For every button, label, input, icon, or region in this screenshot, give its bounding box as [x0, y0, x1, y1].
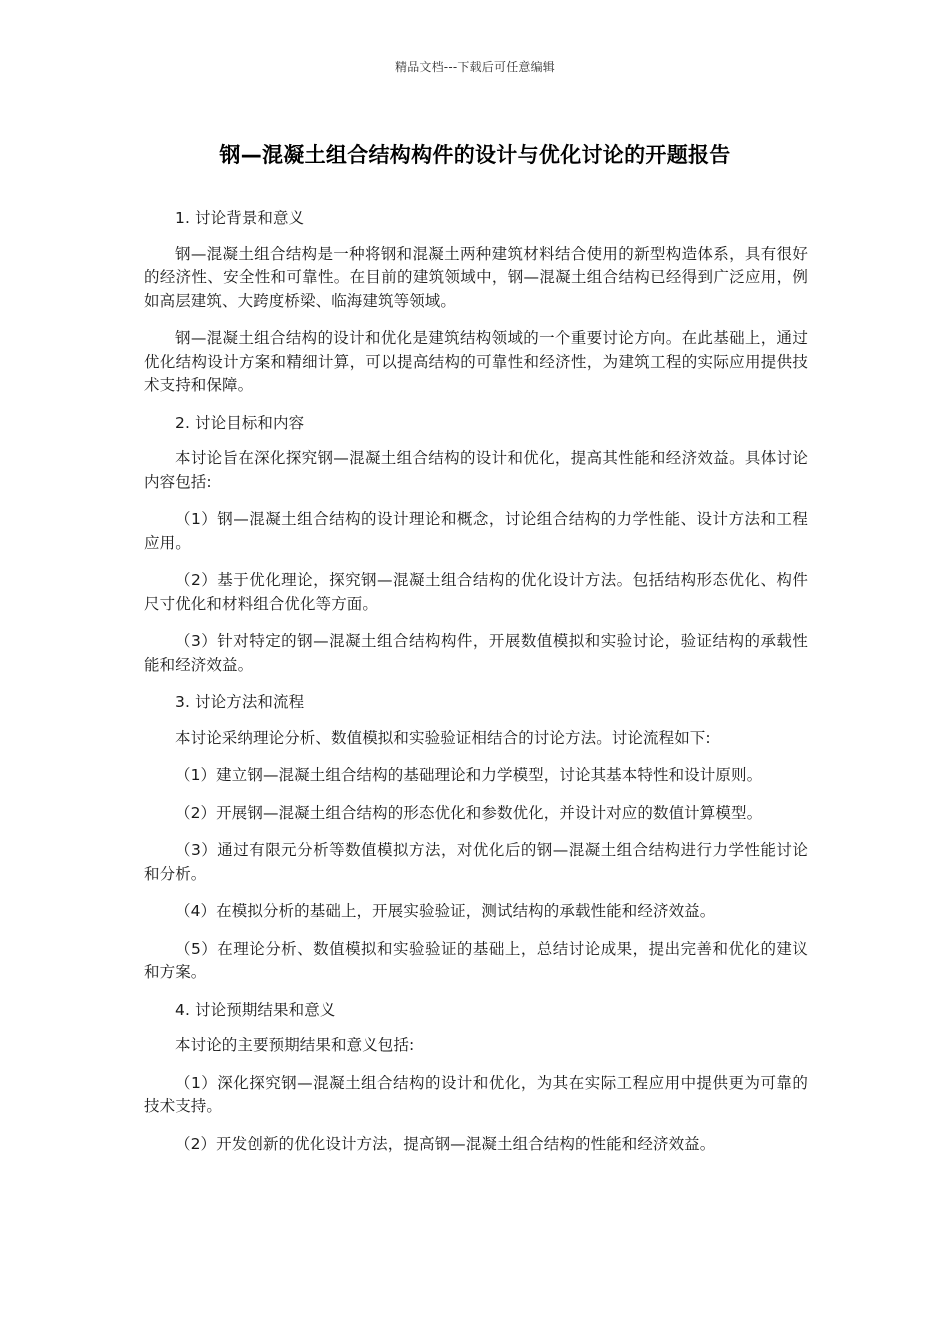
list-item: （3）针对特定的钢—混凝土组合结构构件，开展数值模拟和实验讨论，验证结构的承载性能和经济效益。	[144, 632, 808, 674]
list-item: （5）在理论分析、数值模拟和实验验证的基础上，总结讨论成果，提出完善和优化的建议和方案。	[144, 939, 808, 981]
list-item: （1）建立钢—混凝土组合结构的基础理论和力学模型，讨论其基本特性和设计原则。	[175, 766, 763, 784]
body-paragraph: 本讨论旨在深化探究钢—混凝土组合结构的设计和优化，提高其性能和经济效益。具体讨论内容包括:	[144, 449, 808, 491]
document-title: 钢—混凝土组合结构构件的设计与优化讨论的开题报告	[219, 143, 731, 167]
list-item: （4）在模拟分析的基础上，开展实验验证，测试结构的承载性能和经济效益。	[175, 902, 716, 920]
list-item: （2）基于优化理论，探究钢—混凝土组合结构的优化设计方法。包括结构形态优化、构件尺寸优化和材料组合优化等方面。	[144, 571, 808, 613]
section-heading-objectives: 2. 讨论目标和内容	[175, 413, 305, 432]
body-paragraph: 本讨论的主要预期结果和意义包括:	[175, 1036, 415, 1054]
list-item: （3）通过有限元分析等数值模拟方法，对优化后的钢—混凝土组合结构进行力学性能讨论和分析。	[144, 841, 808, 883]
body-paragraph: 本讨论采纳理论分析、数值模拟和实验验证相结合的讨论方法。讨论流程如下:	[175, 728, 711, 747]
list-item: （2）开发创新的优化设计方法，提高钢—混凝土组合结构的性能和经济效益。	[175, 1134, 716, 1153]
section-heading-methods: 3. 讨论方法和流程	[175, 693, 305, 711]
list-item: （1）钢—混凝土组合结构的设计理论和概念，讨论组合结构的力学性能、设计方法和工程应用。	[144, 510, 808, 552]
body-paragraph: 钢—混凝土组合结构的设计和优化是建筑结构领域的一个重要讨论方向。在此基础上，通过优化结构设计方案和精细计算，可以提高结构的可靠性和经济性，为建筑工程的实际应用提供技术支持和保障。	[144, 329, 808, 394]
section-heading-background: 1. 讨论背景和意义	[175, 209, 305, 227]
page-header-note: 精品文档---下载后可任意编辑	[395, 60, 555, 74]
body-paragraph: 钢—混凝土组合结构是一种将钢和混凝土两种建筑材料结合使用的新型构造体系，具有很好的经济性、安全性和可靠性。在目前的建筑领域中，钢—混凝土组合结构已经得到广泛应用，例如高层建筑、大跨度桥梁、临海建筑等领域。	[144, 244, 808, 310]
section-heading-expected-results: 4. 讨论预期结果和意义	[175, 1000, 336, 1019]
document-body	[144, 207, 808, 1170]
list-item: （1）深化探究钢—混凝土组合结构的设计和优化，为其在实际工程应用中提供更为可靠的技术支持。	[144, 1073, 808, 1115]
list-item: （2）开展钢—混凝土组合结构的形态优化和参数优化，并设计对应的数值计算模型。	[175, 803, 763, 822]
